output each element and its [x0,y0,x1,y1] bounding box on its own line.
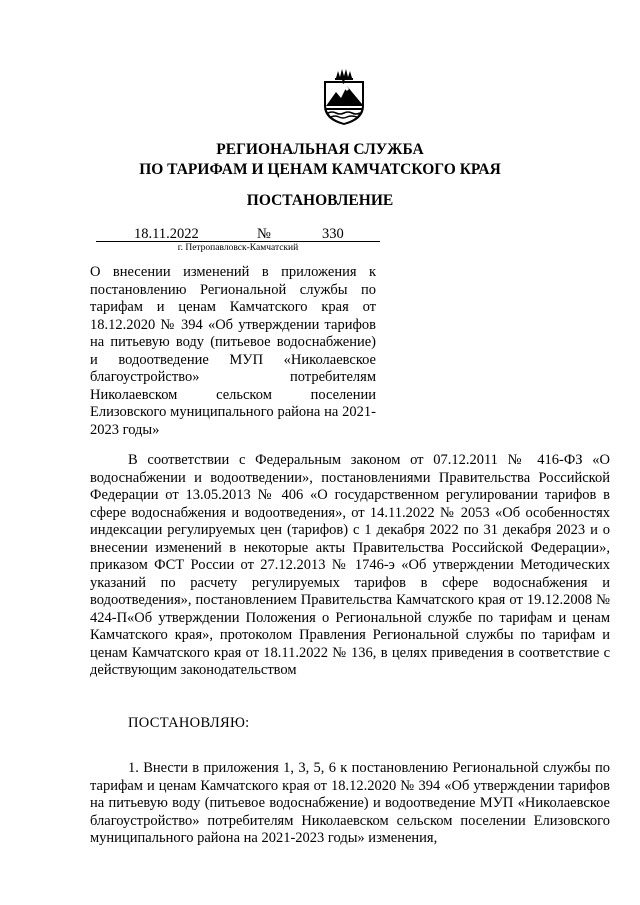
document-subject: О внесении изменений в приложения к постановлению Региональной службы по тарифам и ценам Камчатского края от 18.12.2020 № 394 «Об утверждении тарифов на питьевую воду (питьевое водоснабжение) и водоотведение МУП «Николаевское благоустройство» потребителям Николаевском сельском поселении Елизовского муниципального района на 2021-2023 годы» [90,264,376,438]
document-meta [96,226,380,242]
point-1-paragraph: 1. Внести в приложения 1, 3, 5, 6 к постановлению Региональной службы по тарифам и ценам Камчатского края от 18.12.2020 № 394 «Об утверждении тарифов на питьевую воду (питьевое водоснабжение) и водоотведение МУП «Николаевское благоустройство» потребителям Николаевском сельском поселении Елизовского муниципального района на 2021-2023 годы» изменения, [90,760,610,846]
number-sign: № [257,226,271,242]
document-city: г. Петропавловск-Камчатский [177,243,299,253]
meta-underline [96,241,380,242]
preamble-paragraph: В соответствии с Федеральным законом от 07.12.2011 № 416-ФЗ «О водоснабжении и водоотведении», постановлениями Правительства Российской Федерации от 13.05.2013 № 406 «О государственном регулировании тарифов в сфере водоснабжения и водоотведения», от 14.11.2022 № 2053 «Об особенностях индексации регулируемых цен (тарифов) с 1 декабря 2022 по 31 декабря 2023 и о внесении изменений в некоторые акты Правительства Российской Федерации», приказом ФСТ России от 27.12.2013 № 1746-э «Об утверждении Методических указаний по расчету регулируемых тарифов в сфере водоснабжения и водоотведения», постановлением Правительства Камчатского края от 19.12.2008 № 424-П«Об утверждении Положения о Региональной службе по тарифам и ценам Камчатского края», протоколом Правления Региональной службы по тарифам и ценам Камчатского края от 18.11.2022 № 136, в целях приведения в соответствие с действующим законодательством [90,452,610,678]
document-date: 18.11.2022 [134,226,199,242]
org-line-1: РЕГИОНАЛЬНАЯ СЛУЖБА [216,141,424,158]
kamchatka-emblem-icon [316,68,372,126]
organization-name [0,140,640,180]
document-type: ПОСТАНОВЛЕНИЕ [246,192,394,209]
document-number: 330 [322,226,344,242]
resolve-heading: ПОСТАНОВЛЯЮ: [128,715,250,731]
org-line-2: ПО ТАРИФАМ И ЦЕНАМ КАМЧАТСКОГО КРАЯ [139,161,501,178]
